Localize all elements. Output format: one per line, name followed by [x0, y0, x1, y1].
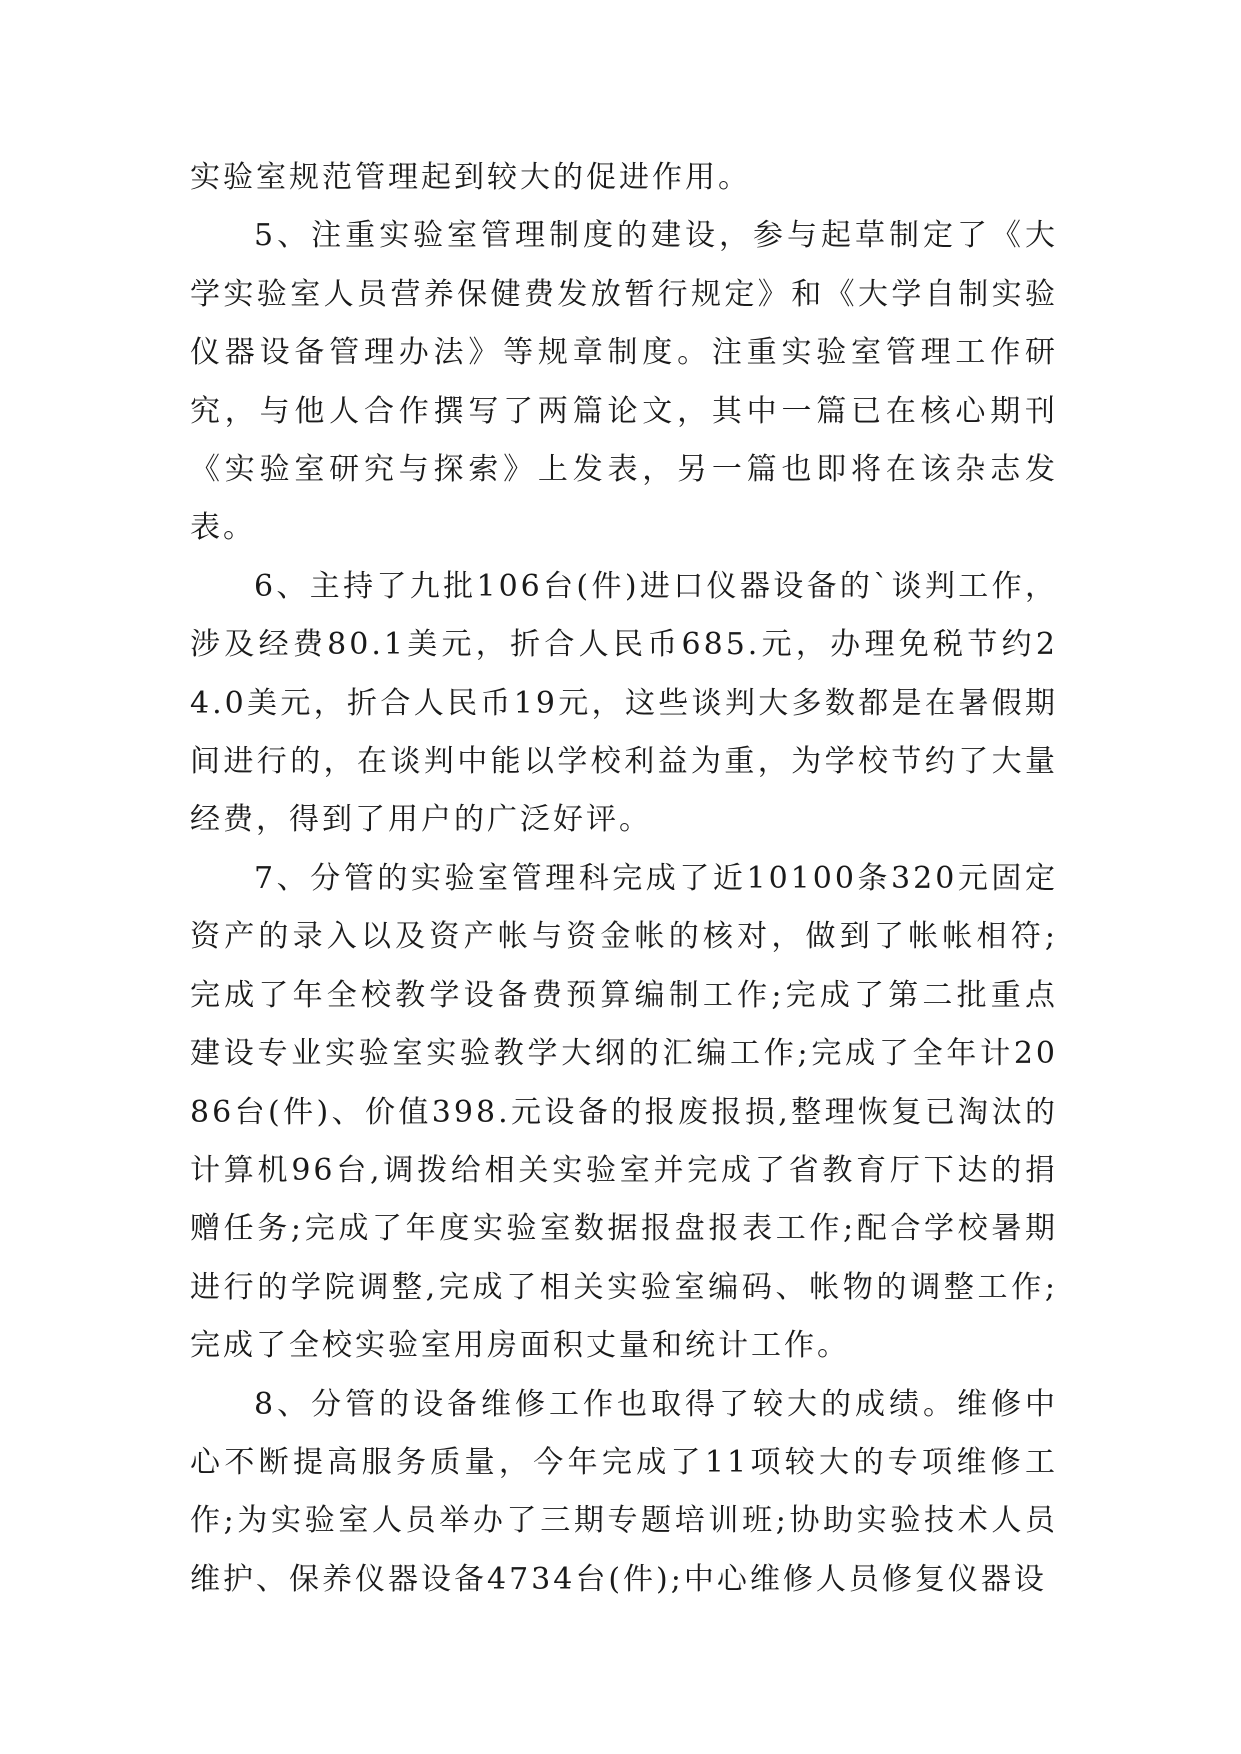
paragraph-item-8: 8、分管的设备维修工作也取得了较大的成绩。维修中心不断提高服务质量，今年完成了11项较大的专项维修工作;为实验室人员举办了三期专题培训班;协助实验技术人员维护、保养仪器设备4734台(件);中心维修人员修复仪器设: [190, 1386, 1058, 1597]
paragraph-item-5: 5、注重实验室管理制度的建设，参与起草制定了《大学实验室人员营养保健费发放暂行规定》和《大学自制实验仪器设备管理办法》等规章制度。注重实验室管理工作研究，与他人合作撰写了两篇论文，其中一篇已在核心期刊《实验室研究与探索》上发表，另一篇也即将在该杂志发表。: [190, 218, 1058, 546]
paragraph-continuation: 实验室规范管理起到较大的促进作用。: [190, 160, 751, 195]
paragraph-item-6: 6、主持了九批106台(件)进口仪器设备的`谈判工作，涉及经费80.1美元，折合人民币685.元，办理免税节约24.0美元，折合人民币19元，这些谈判大多数都是在暑假期间进行的，在谈判中能以学校利益为重，为学校节约了大量经费，得到了用户的广泛好评。: [190, 568, 1058, 838]
paragraph-item-7: 7、分管的实验室管理科完成了近10100条320元固定资产的录入以及资产帐与资金帐的核对，做到了帐帐相符;完成了年全校教学设备费预算编制工作;完成了第二批重点建设专业实验室实验教学大纲的汇编工作;完成了全年计2086台(件)、价值398.元设备的报废报损,整理恢复已淘汰的计算机96台,调拨给相关实验室并完成了省教育厅下达的捐赠任务;完成了年度实验室数据报盘报表工作;配合学校暑期进行的学院调整,完成了相关实验室编码、帐物的调整工作;完成了全校实验室用房面积丈量和统计工作。: [190, 860, 1058, 1364]
document-body: [190, 149, 1058, 1609]
